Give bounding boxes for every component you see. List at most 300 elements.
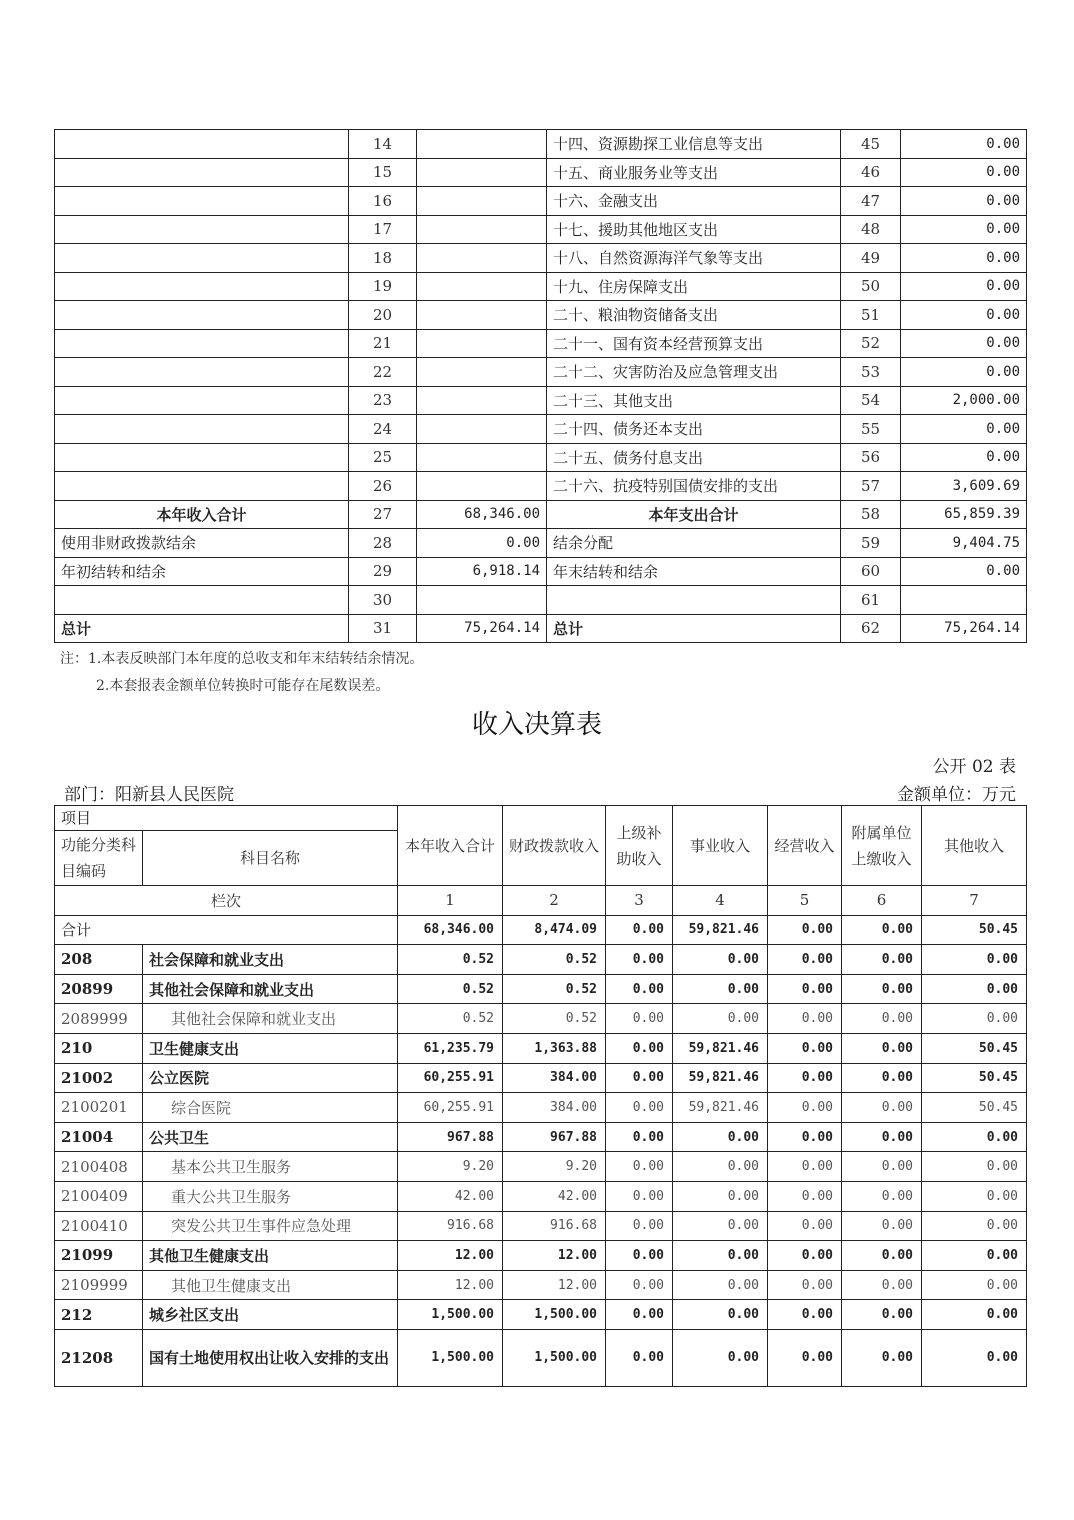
income-value: 1,500.00 [398,1329,503,1386]
income-amount [417,130,547,159]
income-item-label [55,301,349,330]
income-value: 0.52 [503,974,606,1004]
income-item-label [55,158,349,187]
expenditure-item-label: 二十三、其他支出 [547,386,841,415]
column-number-row [55,886,1027,916]
column-number: 2 [503,886,606,916]
summary-row [55,443,1027,472]
income-value: 0.00 [768,1329,842,1386]
income-value: 0.00 [922,974,1027,1004]
total-amount: 0.00 [842,915,922,945]
header-superior-subsidy: 上级补助收入 [606,806,673,886]
income-amount [417,244,547,273]
expenditure-item-label: 二十六、抗疫特别国债安排的支出 [547,472,841,501]
income-value: 0.00 [922,1241,1027,1271]
income-item-label [55,130,349,159]
header-operating-income: 经营收入 [768,806,842,886]
income-line-number: 17 [349,215,417,244]
income-row [55,1270,1027,1300]
expenditure-amount: 0.00 [901,358,1027,387]
expenditure-item-label: 结余分配 [547,529,841,558]
total-amount: 0.00 [768,915,842,945]
total-amount: 8,474.09 [503,915,606,945]
income-item-label [55,329,349,358]
income-line-number: 26 [349,472,417,501]
expenditure-line-number: 57 [841,472,901,501]
income-value: 0.00 [673,1241,768,1271]
expenditure-line-number: 60 [841,557,901,586]
income-value: 0.00 [606,1211,673,1241]
expenditure-amount: 0.00 [901,557,1027,586]
income-value: 0.00 [673,1004,768,1034]
income-value: 0.00 [922,1211,1027,1241]
income-value: 0.00 [673,1152,768,1182]
income-value: 0.00 [922,1152,1027,1182]
income-amount: 6,918.14 [417,557,547,586]
expenditure-line-number: 61 [841,586,901,615]
income-value: 60,255.91 [398,1063,503,1093]
income-value: 0.00 [922,1181,1027,1211]
expenditure-amount: 0.00 [901,130,1027,159]
expenditure-item-label: 二十一、国有资本经营预算支出 [547,329,841,358]
income-value: 0.00 [842,1211,922,1241]
income-value: 0.52 [398,974,503,1004]
income-value: 0.00 [606,1152,673,1182]
expenditure-amount: 0.00 [901,215,1027,244]
income-row [55,1033,1027,1063]
expenditure-item-label: 十六、金融支出 [547,187,841,216]
income-amount [417,301,547,330]
header-total-income: 本年收入合计 [398,806,503,886]
income-value: 0.00 [768,1181,842,1211]
subject-name: 卫生健康支出 [143,1033,398,1063]
income-value: 384.00 [503,1063,606,1093]
expenditure-line-number: 55 [841,415,901,444]
income-value: 0.00 [606,1122,673,1152]
income-value: 0.00 [768,945,842,975]
income-value: 59,821.46 [673,1063,768,1093]
expenditure-item-label: 十七、援助其他地区支出 [547,215,841,244]
expenditure-item-label: 二十四、债务还本支出 [547,415,841,444]
income-row [55,1093,1027,1123]
income-line-number: 28 [349,529,417,558]
income-item-label [55,358,349,387]
expenditure-line-number: 46 [841,158,901,187]
income-value: 9.20 [503,1152,606,1182]
income-value: 0.00 [842,1181,922,1211]
summary-row [55,557,1027,586]
subject-name: 其他社会保障和就业支出 [143,1004,398,1034]
expenditure-line-number: 62 [841,614,901,643]
expenditure-item-label: 十五、商业服务业等支出 [547,158,841,187]
income-value: 0.00 [922,1270,1027,1300]
income-value: 0.00 [768,1152,842,1182]
income-amount [417,472,547,501]
expenditure-line-number: 51 [841,301,901,330]
function-code: 210 [55,1033,143,1063]
note-line-2: 2.本套报表金额单位转换时可能存在尾数误差。 [96,678,390,694]
income-value: 50.45 [922,1033,1027,1063]
income-value: 0.00 [673,1122,768,1152]
income-value: 12.00 [398,1270,503,1300]
income-final-accounts-table [54,805,1027,1387]
column-number: 4 [673,886,768,916]
income-item-label [55,415,349,444]
income-value: 0.00 [842,1270,922,1300]
income-row [55,1063,1027,1093]
total-amount: 68,346.00 [398,915,503,945]
income-value: 0.00 [606,1270,673,1300]
header-fiscal-appropriation: 财政拨款收入 [503,806,606,886]
summary-row [55,272,1027,301]
income-table-body [55,945,1027,1387]
income-line-number: 14 [349,130,417,159]
income-value: 61,235.79 [398,1033,503,1063]
income-value: 0.00 [768,1063,842,1093]
expenditure-amount: 65,859.39 [901,500,1027,529]
summary-row [55,415,1027,444]
income-item-label [55,272,349,301]
income-value: 0.52 [503,945,606,975]
header-subject-name: 科目名称 [143,831,398,886]
summary-row [55,500,1027,529]
income-item-label [55,187,349,216]
function-code: 21208 [55,1329,143,1386]
expenditure-line-number: 54 [841,386,901,415]
income-value: 0.00 [842,974,922,1004]
income-row [55,945,1027,975]
income-value: 0.00 [606,1033,673,1063]
table-code: 公开 02 表 [932,757,1016,777]
function-code: 21004 [55,1122,143,1152]
subject-name: 综合医院 [143,1093,398,1123]
income-expenditure-summary-table [54,129,1027,643]
income-amount [417,215,547,244]
income-row [55,1300,1027,1330]
income-item-label [55,443,349,472]
income-value: 0.00 [768,1004,842,1034]
income-value: 0.52 [398,1004,503,1034]
summary-row [55,358,1027,387]
income-value: 0.00 [768,1241,842,1271]
income-value: 0.00 [922,945,1027,975]
income-value: 0.00 [768,1033,842,1063]
expenditure-item-label [547,586,841,615]
income-value: 0.00 [842,1093,922,1123]
income-value: 59,821.46 [673,1033,768,1063]
income-value: 0.52 [503,1004,606,1034]
income-value: 0.00 [922,1004,1027,1034]
income-value: 0.00 [768,974,842,1004]
header-function-code: 功能分类科目编码 [55,831,143,886]
expenditure-line-number: 45 [841,130,901,159]
subject-name: 其他卫生健康支出 [143,1241,398,1271]
summary-row [55,614,1027,643]
summary-row [55,244,1027,273]
income-value: 1,500.00 [503,1329,606,1386]
income-value: 0.00 [842,1300,922,1330]
expenditure-amount: 0.00 [901,187,1027,216]
subject-name: 突发公共卫生事件应急处理 [143,1211,398,1241]
income-amount [417,386,547,415]
income-value: 967.88 [398,1122,503,1152]
total-label: 合计 [55,915,398,945]
function-code: 20899 [55,974,143,1004]
expenditure-item-label: 二十五、债务付息支出 [547,443,841,472]
income-row [55,1004,1027,1034]
function-code: 21099 [55,1241,143,1271]
summary-row [55,130,1027,159]
expenditure-amount: 3,609.69 [901,472,1027,501]
income-value: 967.88 [503,1122,606,1152]
income-item-label [55,386,349,415]
income-value: 0.00 [673,945,768,975]
summary-row [55,472,1027,501]
expenditure-item-label: 年末结转和结余 [547,557,841,586]
expenditure-item-label: 总计 [547,614,841,643]
income-line-number: 20 [349,301,417,330]
column-number: 3 [606,886,673,916]
income-amount: 75,264.14 [417,614,547,643]
function-code: 21002 [55,1063,143,1093]
income-value: 1,363.88 [503,1033,606,1063]
summary-row [55,529,1027,558]
expenditure-item-label: 十八、自然资源海洋气象等支出 [547,244,841,273]
income-amount [417,272,547,301]
income-amount [417,187,547,216]
expenditure-line-number: 58 [841,500,901,529]
income-amount [417,158,547,187]
total-amount: 0.00 [606,915,673,945]
income-value: 0.00 [842,945,922,975]
income-value: 916.68 [398,1211,503,1241]
income-value: 0.00 [606,1181,673,1211]
income-value: 0.00 [842,1152,922,1182]
income-value: 0.00 [842,1329,922,1386]
column-number: 5 [768,886,842,916]
expenditure-line-number: 52 [841,329,901,358]
subject-name: 重大公共卫生服务 [143,1181,398,1211]
expenditure-amount: 0.00 [901,415,1027,444]
income-value: 42.00 [503,1181,606,1211]
income-value: 0.00 [673,1181,768,1211]
income-table-title: 收入决算表 [471,710,602,740]
income-line-number: 25 [349,443,417,472]
income-value: 0.00 [768,1211,842,1241]
expenditure-item-label: 本年支出合计 [547,500,841,529]
summary-row [55,158,1027,187]
expenditure-amount: 0.00 [901,329,1027,358]
income-row [55,1241,1027,1271]
expenditure-item-label: 二十二、灾害防治及应急管理支出 [547,358,841,387]
total-amount: 59,821.46 [673,915,768,945]
income-value: 50.45 [922,1093,1027,1123]
income-amount [417,358,547,387]
expenditure-line-number: 53 [841,358,901,387]
summary-row [55,301,1027,330]
summary-row [55,215,1027,244]
summary-row [55,187,1027,216]
expenditure-line-number: 48 [841,215,901,244]
income-amount: 68,346.00 [417,500,547,529]
summary-table-body [55,130,1027,643]
income-value: 0.00 [606,1063,673,1093]
function-code: 2100201 [55,1093,143,1123]
income-table-header [55,806,1027,945]
income-value: 0.00 [842,1004,922,1034]
expenditure-line-number: 49 [841,244,901,273]
income-line-number: 15 [349,158,417,187]
income-amount: 0.00 [417,529,547,558]
subject-name: 其他卫生健康支出 [143,1270,398,1300]
income-value: 12.00 [398,1241,503,1271]
income-value: 0.00 [768,1122,842,1152]
income-row [55,1181,1027,1211]
income-value: 0.00 [673,974,768,1004]
income-value: 0.00 [606,974,673,1004]
income-value: 0.00 [922,1300,1027,1330]
function-code: 2109999 [55,1270,143,1300]
column-number-label: 栏次 [55,886,398,916]
column-number: 6 [842,886,922,916]
income-value: 12.00 [503,1270,606,1300]
expenditure-item-label: 十四、资源勘探工业信息等支出 [547,130,841,159]
summary-row [55,386,1027,415]
income-value: 9.20 [398,1152,503,1182]
income-value: 42.00 [398,1181,503,1211]
income-row [55,1329,1027,1386]
summary-row [55,586,1027,615]
income-line-number: 21 [349,329,417,358]
total-amount: 50.45 [922,915,1027,945]
subject-name: 基本公共卫生服务 [143,1152,398,1182]
income-line-number: 29 [349,557,417,586]
income-item-label [55,586,349,615]
income-row [55,1152,1027,1182]
subject-name: 社会保障和就业支出 [143,945,398,975]
income-value: 916.68 [503,1211,606,1241]
income-value: 0.00 [673,1300,768,1330]
department-label: 部门：阳新县人民医院 [64,785,234,805]
income-value: 0.00 [606,1004,673,1034]
income-value: 0.00 [673,1211,768,1241]
income-line-number: 18 [349,244,417,273]
expenditure-line-number: 47 [841,187,901,216]
income-value: 1,500.00 [503,1300,606,1330]
income-item-label [55,215,349,244]
function-code: 2100408 [55,1152,143,1182]
subject-name: 城乡社区支出 [143,1300,398,1330]
income-item-label: 年初结转和结余 [55,557,349,586]
expenditure-line-number: 59 [841,529,901,558]
income-value: 0.52 [398,945,503,975]
expenditure-amount: 9,404.75 [901,529,1027,558]
income-item-label: 使用非财政拨款结余 [55,529,349,558]
income-value: 60,255.91 [398,1093,503,1123]
income-value: 0.00 [606,1241,673,1271]
income-line-number: 24 [349,415,417,444]
income-amount [417,586,547,615]
expenditure-amount: 0.00 [901,244,1027,273]
expenditure-amount: 0.00 [901,158,1027,187]
income-value: 0.00 [922,1329,1027,1386]
summary-row [55,329,1027,358]
income-value: 0.00 [673,1329,768,1386]
income-item-label [55,472,349,501]
income-value: 0.00 [606,1329,673,1386]
income-value: 12.00 [503,1241,606,1271]
expenditure-line-number: 56 [841,443,901,472]
income-amount [417,443,547,472]
income-line-number: 31 [349,614,417,643]
function-code: 2100410 [55,1211,143,1241]
income-line-number: 22 [349,358,417,387]
subject-name: 其他社会保障和就业支出 [143,974,398,1004]
expenditure-amount: 0.00 [901,443,1027,472]
header-project: 项目 [55,806,398,831]
subject-name: 国有土地使用权出让收入安排的支出 [143,1329,398,1386]
note-line-1: 注：1.本表反映部门本年度的总收支和年末结转结余情况。 [60,651,424,667]
income-value: 0.00 [768,1093,842,1123]
income-value: 0.00 [842,1122,922,1152]
income-line-number: 23 [349,386,417,415]
income-value: 0.00 [606,1300,673,1330]
header-affiliated-unit-income: 附属单位上缴收入 [842,806,922,886]
subject-name: 公立医院 [143,1063,398,1093]
function-code: 2089999 [55,1004,143,1034]
function-code: 212 [55,1300,143,1330]
function-code: 2100409 [55,1181,143,1211]
income-row [55,1122,1027,1152]
income-line-number: 27 [349,500,417,529]
header-business-income: 事业收入 [673,806,768,886]
income-row [55,974,1027,1004]
income-amount [417,415,547,444]
function-code: 208 [55,945,143,975]
income-item-label: 本年收入合计 [55,500,349,529]
subject-name: 公共卫生 [143,1122,398,1152]
income-value: 0.00 [842,1063,922,1093]
income-value: 0.00 [842,1033,922,1063]
expenditure-amount [901,586,1027,615]
income-item-label [55,244,349,273]
expenditure-item-label: 二十、粮油物资储备支出 [547,301,841,330]
income-item-label: 总计 [55,614,349,643]
income-value: 0.00 [606,1093,673,1123]
income-value: 59,821.46 [673,1093,768,1123]
expenditure-line-number: 50 [841,272,901,301]
income-line-number: 30 [349,586,417,615]
income-value: 384.00 [503,1093,606,1123]
income-value: 50.45 [922,1063,1027,1093]
expenditure-amount: 75,264.14 [901,614,1027,643]
expenditure-amount: 2,000.00 [901,386,1027,415]
expenditure-item-label: 十九、住房保障支出 [547,272,841,301]
income-row [55,1211,1027,1241]
income-value: 0.00 [768,1300,842,1330]
income-value: 0.00 [768,1270,842,1300]
income-value: 0.00 [842,1241,922,1271]
income-amount [417,329,547,358]
income-value: 1,500.00 [398,1300,503,1330]
column-number: 1 [398,886,503,916]
income-value: 0.00 [922,1122,1027,1152]
expenditure-amount: 0.00 [901,272,1027,301]
income-value: 0.00 [606,945,673,975]
column-number: 7 [922,886,1027,916]
expenditure-amount: 0.00 [901,301,1027,330]
total-row [55,915,1027,945]
